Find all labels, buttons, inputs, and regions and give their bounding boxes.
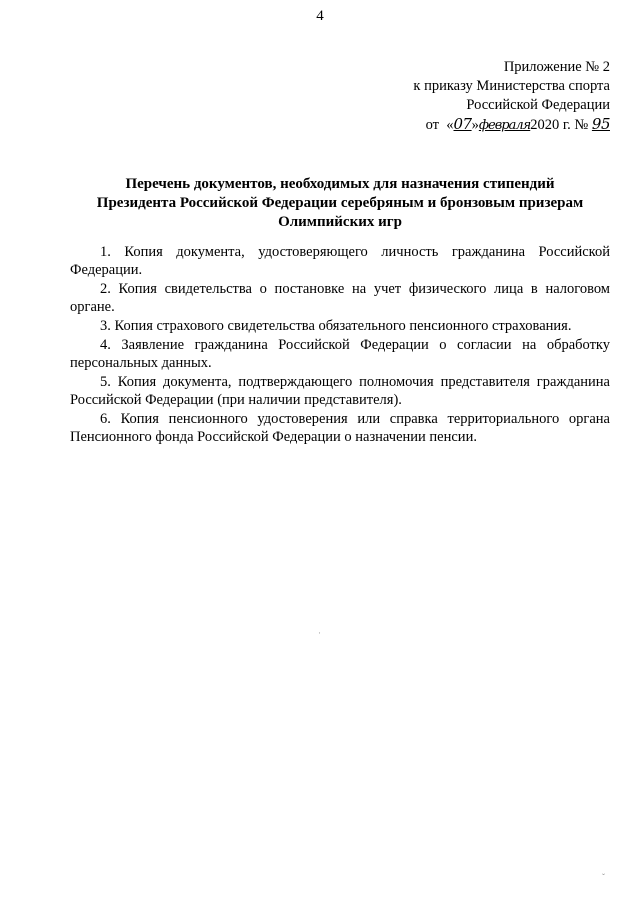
scan-artifact-mark: · [318,628,321,638]
order-date-number [360,115,610,135]
year-and-number-label: 2020 г. № [530,117,589,133]
list-item: 5. Копия документа, подтверждающего полномочия представителя гражданина Российской Федерации (при наличии представителя). [70,374,610,408]
handwritten-day: 07 [453,115,472,133]
handwritten-order-number: 95 [591,115,610,133]
appendix-header [360,58,610,135]
page-number: 4 [316,8,324,24]
list-item: 1. Копия документа, удостоверяющего личность гражданина Российской Федерации. [70,244,610,278]
list-item: 2. Копия свидетельства о постановке на учет физического лица в налоговом органе. [70,281,610,315]
title-line-2: Президента Российской Федерации серебряным и бронзовым призерам [96,195,584,211]
scan-artifact-mark: ˇ [602,872,605,882]
list-item: 3. Копия страхового свидетельства обязательного пенсионного страхования. [100,318,572,334]
title-line-3: Олимпийских игр [278,214,402,230]
date-prefix: от [425,117,439,133]
document-list [70,243,610,447]
handwritten-month: февраля [478,118,531,133]
list-item: 6. Копия пенсионного удостоверения или справка территориального органа Пенсионного фонда Российской Федерации о назначении пенсии. [70,411,610,445]
list-item: 4. Заявление гражданина Российской Федерации о согласии на обработку персональных данных. [70,337,610,371]
close-quote: » [471,117,479,133]
title-line-1: Перечень документов, необходимых для назначения стипендий [125,176,555,192]
open-quote: « [446,117,454,133]
ministry-country: Российской Федерации [466,97,610,113]
appendix-label: Приложение № 2 [503,59,610,75]
document-title [70,175,610,232]
order-reference: к приказу Министерства спорта [413,78,610,94]
